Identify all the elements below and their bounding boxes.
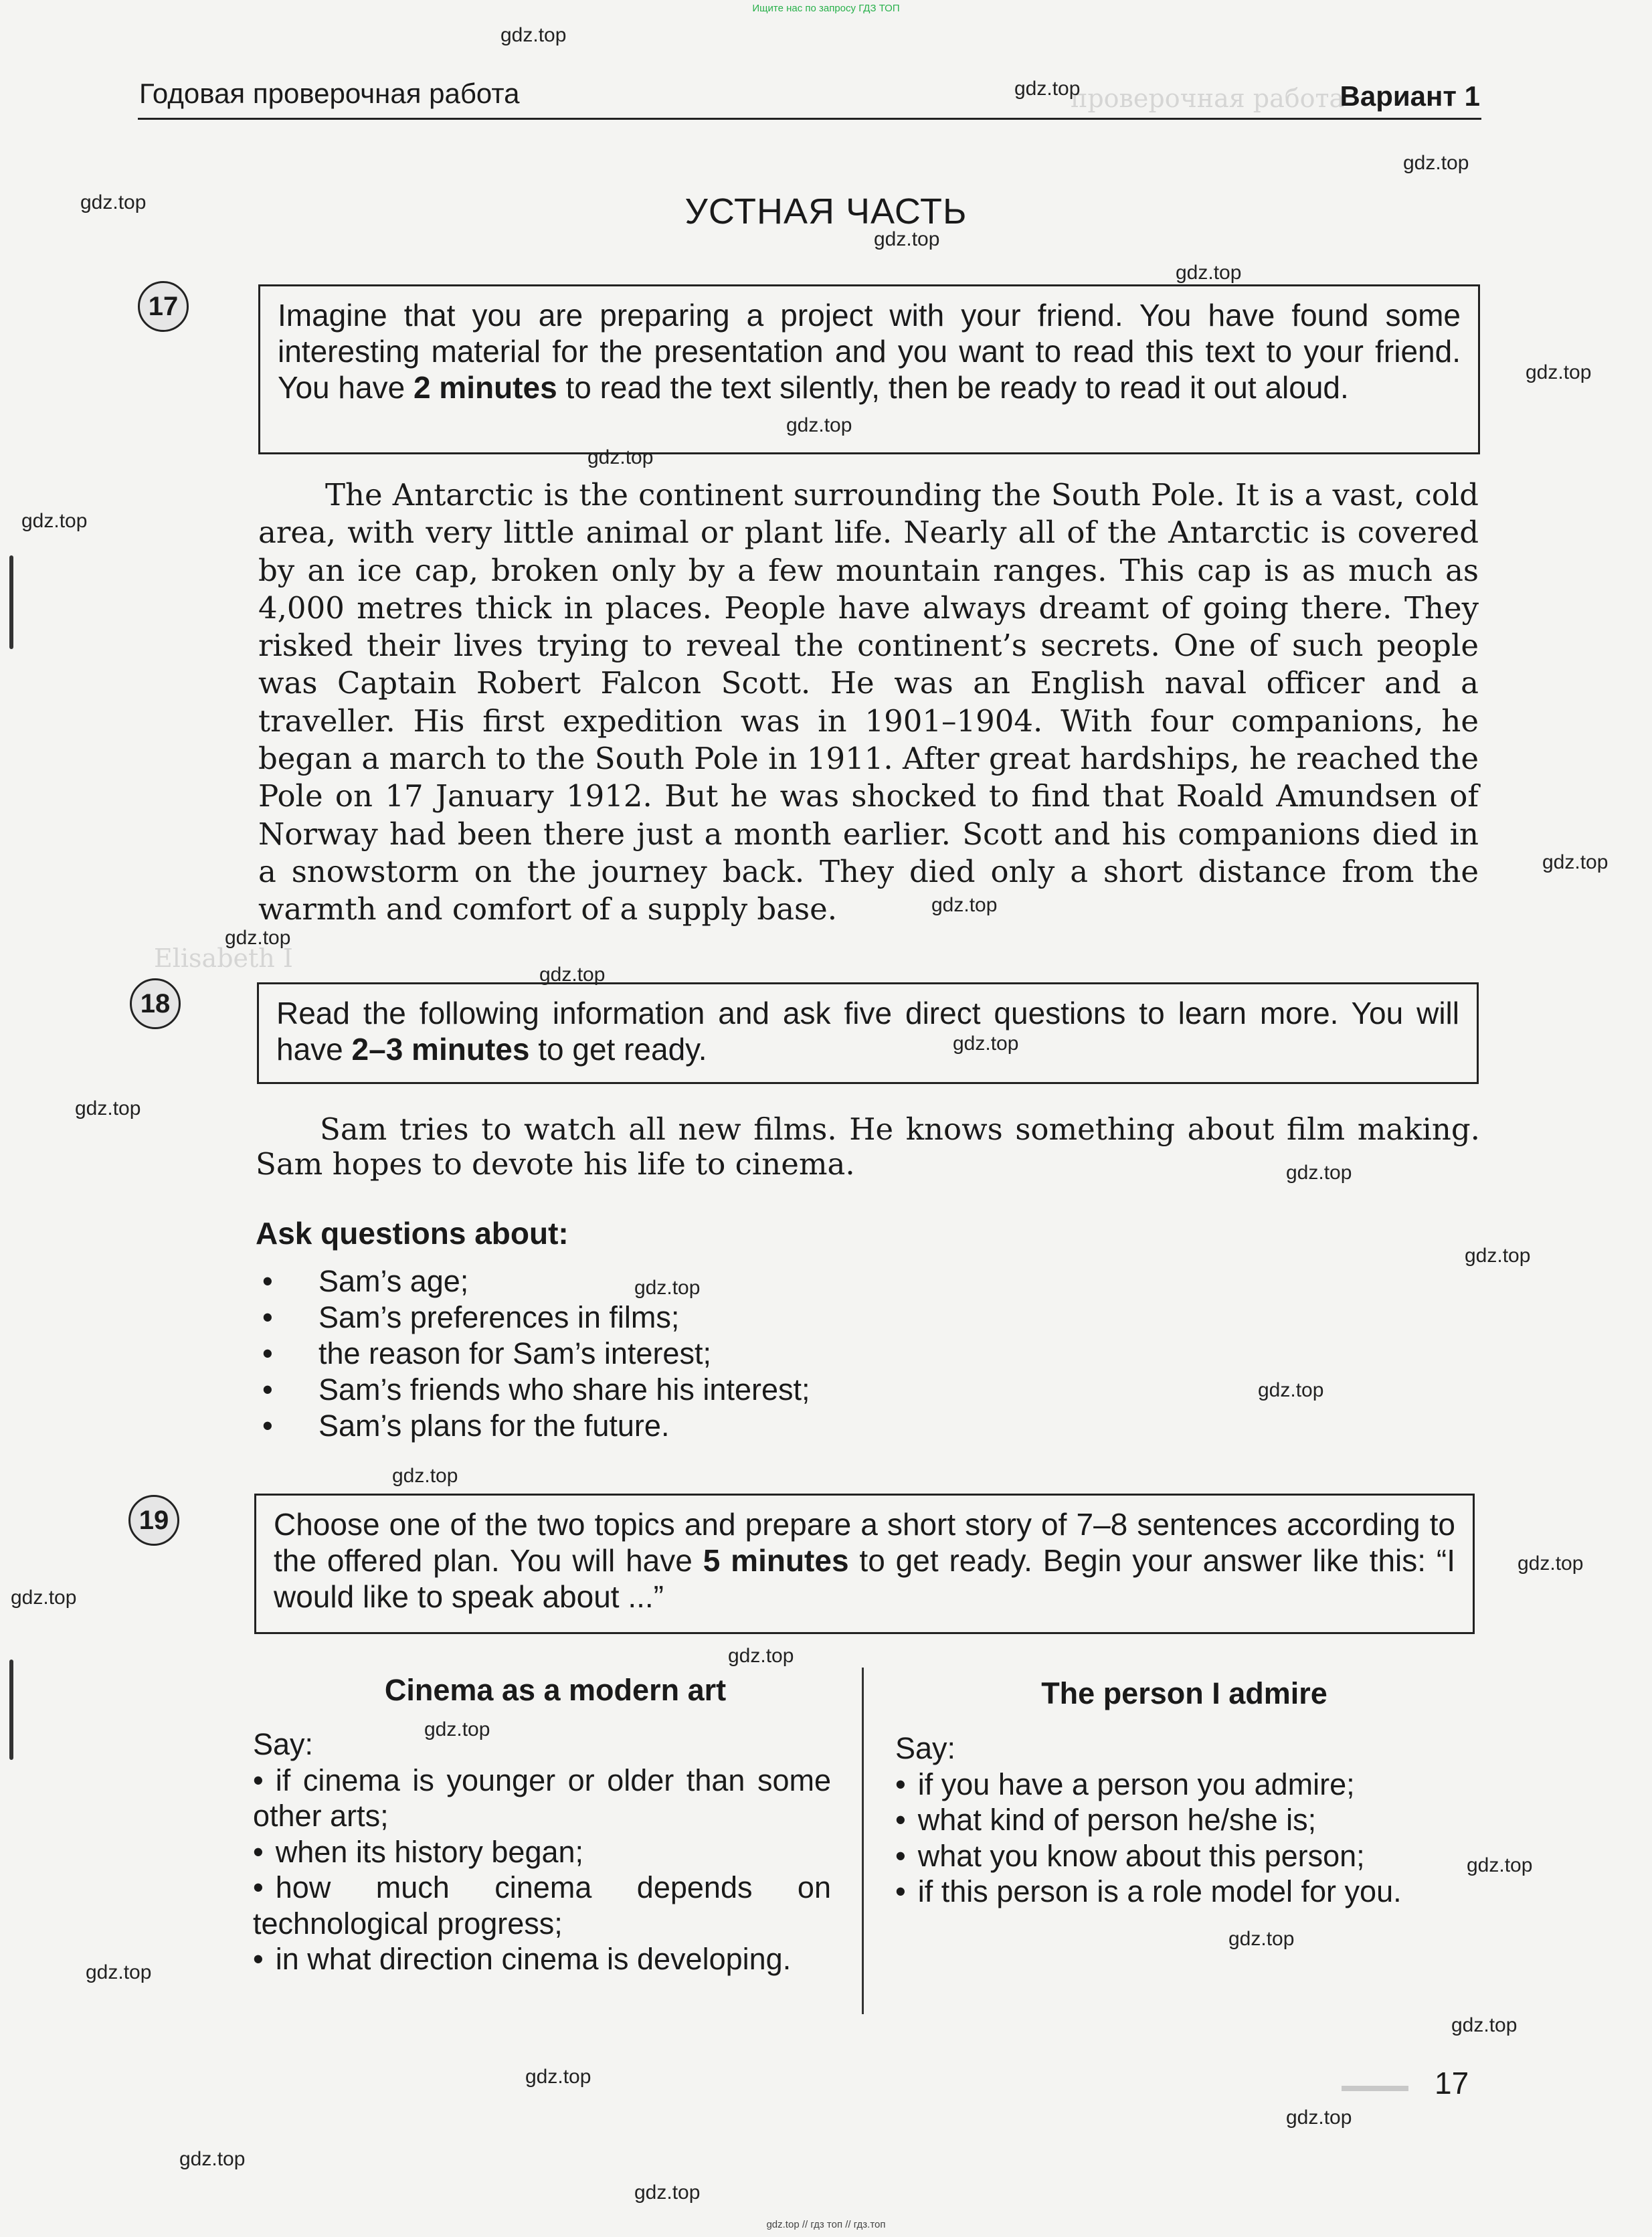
watermark: gdz.top bbox=[392, 1465, 458, 1487]
watermark: gdz.top bbox=[424, 1718, 490, 1740]
list-item bbox=[253, 1763, 831, 1834]
list-item bbox=[253, 1941, 831, 1977]
list-item: • Sam’s preferences in films; bbox=[262, 1300, 810, 1336]
list-item-text: how much cinema depends on technological progress; bbox=[253, 1870, 831, 1941]
column-divider bbox=[862, 1668, 864, 2014]
instruction-text: to get ready. Begin your answer like this: “I would like to speak about ...” bbox=[274, 1543, 1456, 1614]
watermark: gdz.top bbox=[500, 24, 567, 46]
watermark: gdz.top bbox=[1258, 1379, 1324, 1401]
bullet: • bbox=[895, 1838, 906, 1873]
watermark: gdz.top bbox=[1228, 1928, 1295, 1950]
watermark: gdz.top bbox=[786, 414, 852, 436]
binder-ring bbox=[9, 1660, 13, 1760]
instruction-text: Read the following information and ask five direct questions to learn more. You will have bbox=[276, 996, 1459, 1067]
watermark: gdz.top bbox=[634, 1277, 701, 1299]
header-title: Годовая проверочная работа bbox=[139, 78, 520, 109]
say-label: Say: bbox=[253, 1727, 314, 1761]
watermark: gdz.top bbox=[1286, 1162, 1352, 1184]
list-item: • Sam’s friends who share his interest; bbox=[262, 1372, 810, 1408]
task-number-17: 17 bbox=[138, 281, 189, 332]
task-17-instruction bbox=[258, 284, 1480, 454]
list-item-text: when its history began; bbox=[275, 1834, 584, 1869]
topic-title-cinema: Cinema as a modern art bbox=[384, 1673, 727, 1707]
watermark: gdz.top bbox=[1518, 1552, 1584, 1575]
watermark: gdz.top bbox=[874, 228, 940, 250]
bullet: • bbox=[253, 1763, 264, 1797]
say-label: Say: bbox=[895, 1731, 956, 1765]
list-item-text: what you know about this person; bbox=[917, 1838, 1365, 1873]
instruction-text: Choose one of the two topics and prepare a short story of 7–8 sentences according to the offered plan. You will have bbox=[274, 1507, 1455, 1578]
watermark: gdz.top bbox=[1286, 2107, 1352, 2129]
watermark: gdz.top bbox=[539, 964, 606, 986]
list-item-text: if this person is a role model for you. bbox=[917, 1874, 1402, 1908]
watermark: gdz.top bbox=[179, 2148, 246, 2170]
header-rule bbox=[138, 118, 1481, 120]
top-note: Ищите нас по запросу ГДЗ ТОП bbox=[752, 3, 900, 14]
section-title: УСТНАЯ ЧАСТЬ bbox=[684, 191, 968, 232]
instruction-text: to read the text silently, then be ready to read it out aloud. bbox=[557, 370, 1349, 405]
bleed-through-text: Elisabeth I bbox=[154, 944, 293, 973]
list-item bbox=[895, 1838, 1484, 1874]
bullet: • bbox=[895, 1767, 906, 1801]
ask-questions-title: Ask questions about: bbox=[256, 1216, 569, 1251]
bottom-note: gdz.top // гдз топ // гдз.топ bbox=[766, 2219, 886, 2230]
watermark: gdz.top bbox=[1403, 152, 1469, 174]
list-item-text: in what direction cinema is developing. bbox=[275, 1942, 792, 1976]
watermark: gdz.top bbox=[80, 191, 147, 213]
bullet: • bbox=[253, 1834, 264, 1869]
watermark: gdz.top bbox=[587, 446, 654, 468]
watermark: gdz.top bbox=[1451, 2014, 1518, 2036]
watermark: gdz.top bbox=[11, 1587, 77, 1609]
topic-plan-cinema bbox=[253, 1726, 831, 1977]
page-number-bar bbox=[1342, 2086, 1408, 2091]
list-item: • Sam’s plans for the future. bbox=[262, 1408, 810, 1444]
sam-text: Sam tries to watch all new films. He knows something about film making. Sam hopes to devote his life to cinema. bbox=[256, 1111, 1480, 1182]
header-variant: Вариант 1 bbox=[1340, 80, 1480, 112]
watermark: gdz.top bbox=[225, 927, 291, 949]
list-item bbox=[895, 1874, 1484, 1910]
list-item: • Sam’s age; bbox=[262, 1263, 810, 1300]
watermark: gdz.top bbox=[953, 1033, 1019, 1055]
list-item-text: if cinema is younger or older than some other arts; bbox=[253, 1763, 831, 1833]
ask-questions-list bbox=[262, 1263, 810, 1444]
watermark: gdz.top bbox=[86, 1961, 152, 1983]
task-18-instruction bbox=[257, 982, 1479, 1084]
topic-title-person: The person I admire bbox=[1041, 1676, 1327, 1710]
watermark: gdz.top bbox=[728, 1645, 794, 1667]
instruction-text: Imagine that you are preparing a project with your friend. You have found some interesting material for the presentation and you want to read this text to your friend. You have bbox=[278, 298, 1461, 405]
list-item-text: if you have a person you admire; bbox=[917, 1767, 1355, 1801]
list-item bbox=[895, 1802, 1484, 1838]
instruction-time: 2 minutes bbox=[413, 370, 557, 405]
watermark: gdz.top bbox=[525, 2066, 591, 2088]
watermark: gdz.top bbox=[1526, 361, 1592, 383]
watermark: gdz.top bbox=[75, 1097, 141, 1120]
bullet: • bbox=[253, 1942, 264, 1976]
watermark: gdz.top bbox=[1014, 78, 1081, 100]
watermark: gdz.top bbox=[1176, 262, 1242, 284]
bullet: • bbox=[253, 1870, 264, 1904]
watermark: gdz.top bbox=[1542, 851, 1609, 873]
list-item bbox=[895, 1767, 1484, 1803]
instruction-time: 5 minutes bbox=[703, 1543, 849, 1578]
watermark: gdz.top bbox=[1467, 1854, 1533, 1876]
bullet: • bbox=[895, 1874, 906, 1908]
task-number-18: 18 bbox=[130, 978, 181, 1029]
topic-plan-person bbox=[895, 1730, 1484, 1910]
instruction-time: 2–3 minutes bbox=[351, 1032, 530, 1067]
watermark: gdz.top bbox=[1465, 1245, 1531, 1267]
reading-text: The Antarctic is the continent surrounding the South Pole. It is a vast, cold area, with very little animal or plant life. Nearly all of the Antarctic is covered by an ice cap, broken only by a few mountain ranges. This cap is as much as 4,000 metres thick in places. People have always dreamt of going there. They risked their lives trying to reveal the continent’s secrets. One of such people was Captain Robert Falcon Scott. He was an English naval officer and a traveller. His first expedition was in 1901–1904. With four companions, he began a march to the South Pole in 1911. After great hardships, he reached the Pole on 17 January 1912. But he was shocked to find that Roald Amundsen of Norway had been there just a month earlier. Scott and his companions died in a snowstorm on the journey back. They died only a short distance from the warmth and comfort of a supply base. bbox=[258, 477, 1479, 927]
bullet: • bbox=[895, 1803, 906, 1837]
list-item bbox=[253, 1834, 831, 1870]
list-item-text: what kind of person he/she is; bbox=[917, 1803, 1317, 1837]
task-number-19: 19 bbox=[128, 1495, 179, 1546]
watermark: gdz.top bbox=[634, 2181, 701, 2204]
instruction-text: to get ready. bbox=[529, 1032, 707, 1067]
task-19-instruction bbox=[254, 1494, 1475, 1634]
list-item bbox=[253, 1870, 831, 1941]
list-item: • the reason for Sam’s interest; bbox=[262, 1336, 810, 1372]
binder-ring bbox=[9, 555, 13, 649]
bleed-through-text: проверочная работа bbox=[1071, 84, 1345, 113]
page-number: 17 bbox=[1435, 2066, 1469, 2100]
watermark: gdz.top bbox=[21, 510, 88, 532]
watermark: gdz.top bbox=[931, 894, 998, 916]
